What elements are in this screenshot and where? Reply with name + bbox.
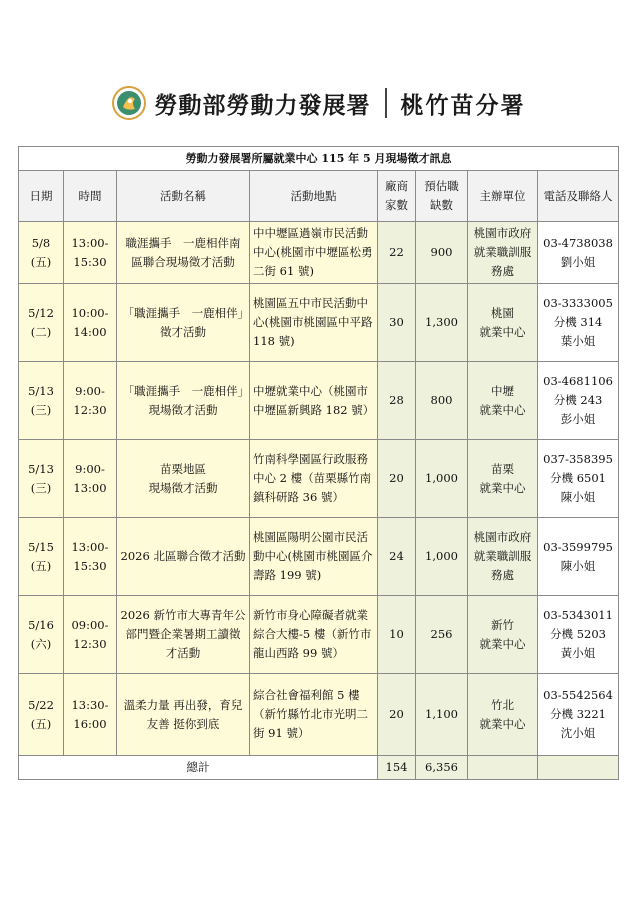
total-jobs: 6,356 [416, 756, 468, 780]
col-header-contact: 電話及聯絡人 [538, 171, 619, 222]
cell-activity-name: 「職涯攜手 一鹿相伴」現場徵才活動 [117, 362, 250, 440]
cell-date: 5/16 (六) [19, 596, 64, 674]
cell-activity-name: 溫柔力量 再出發，育兒友善 挺你到底 [117, 674, 250, 756]
cell-host: 中壢 就業中心 [468, 362, 538, 440]
org-name: 勞動部勞動力發展署 [154, 92, 371, 119]
cell-jobs: 1,100 [416, 674, 468, 756]
cell-place: 桃園區陽明公園市民活動中心(桃園市桃園區介壽路 199 號) [250, 518, 378, 596]
cell-place: 中中壢區過嶺市民活動中心(桃園市中壢區松勇二街 61 號) [250, 222, 378, 284]
cell-companies: 28 [378, 362, 416, 440]
total-label: 總計 [19, 756, 378, 780]
cell-date: 5/22 (五) [19, 674, 64, 756]
cell-contact: 03-4681106 分機 243 彭小姐 [538, 362, 619, 440]
cell-companies: 20 [378, 674, 416, 756]
cell-place: 竹南科學園區行政服務中心 2 樓（苗栗縣竹南鎮科研路 36 號） [250, 440, 378, 518]
table-row [19, 284, 619, 362]
cell-place: 綜合社會福利館 5 樓（新竹縣竹北市光明二街 91 號） [250, 674, 378, 756]
cell-companies: 10 [378, 596, 416, 674]
cell-contact: 03-3599795 陳小姐 [538, 518, 619, 596]
cell-date: 5/15 (五) [19, 518, 64, 596]
cell-time: 13:00- 15:30 [64, 518, 117, 596]
total-blank-contact [538, 756, 619, 780]
cell-activity-name: 苗栗地區 現場徵才活動 [117, 440, 250, 518]
cell-jobs: 1,300 [416, 284, 468, 362]
header-divider [385, 88, 387, 118]
cell-contact: 03-5542564 分機 3221 沈小姐 [538, 674, 619, 756]
cell-jobs: 900 [416, 222, 468, 284]
cell-jobs: 800 [416, 362, 468, 440]
cell-host: 竹北 就業中心 [468, 674, 538, 756]
table-row [19, 518, 619, 596]
cell-place: 新竹市身心障礙者就業綜合大樓-5 樓（新竹市龍山西路 99 號） [250, 596, 378, 674]
cell-companies: 24 [378, 518, 416, 596]
total-blank-host [468, 756, 538, 780]
table-row [19, 596, 619, 674]
cell-time: 10:00- 14:00 [64, 284, 117, 362]
cell-host: 桃園市政府就業職訓服務處 [468, 222, 538, 284]
cell-date: 5/8 (五) [19, 222, 64, 284]
table-title: 勞動力發展署所屬就業中心 115 年 5 月現場徵才訊息 [19, 147, 619, 171]
total-companies: 154 [378, 756, 416, 780]
col-header-host: 主辦單位 [468, 171, 538, 222]
cell-contact: 03-3333005 分機 314 葉小姐 [538, 284, 619, 362]
table-row [19, 222, 619, 284]
cell-activity-name: 2026 新竹市大專青年公部門暨企業暑期工讀徵才活動 [117, 596, 250, 674]
table-row [19, 362, 619, 440]
cell-contact: 037-358395 分機 6501 陳小姐 [538, 440, 619, 518]
cell-activity-name: 2026 北區聯合徵才活動 [117, 518, 250, 596]
cell-companies: 22 [378, 222, 416, 284]
cell-date: 5/13 (三) [19, 440, 64, 518]
cell-companies: 30 [378, 284, 416, 362]
cell-place: 中壢就業中心（桃園市中壢區新興路 182 號） [250, 362, 378, 440]
cell-date: 5/12 (二) [19, 284, 64, 362]
cell-time: 13:00- 15:30 [64, 222, 117, 284]
table-row [19, 440, 619, 518]
cell-host: 桃園市政府就業職訓服務處 [468, 518, 538, 596]
cell-date: 5/13 (三) [19, 362, 64, 440]
branch-name: 桃竹苗分署 [400, 92, 526, 119]
col-header-jobs: 預估職缺數 [416, 171, 468, 222]
cell-time: 13:30- 16:00 [64, 674, 117, 756]
cell-time: 09:00- 12:30 [64, 596, 117, 674]
total-row [19, 756, 619, 780]
col-header-time: 時間 [64, 171, 117, 222]
cell-companies: 20 [378, 440, 416, 518]
cell-time: 9:00- 12:30 [64, 362, 117, 440]
cell-jobs: 1,000 [416, 518, 468, 596]
col-header-name: 活動名稱 [117, 171, 250, 222]
cell-jobs: 256 [416, 596, 468, 674]
cell-jobs: 1,000 [416, 440, 468, 518]
agency-logo-icon [111, 85, 147, 121]
cell-activity-name: 「職涯攜手 一鹿相伴」徵才活動 [117, 284, 250, 362]
cell-place: 桃園區五中市民活動中心(桃園市桃園區中平路 118 號) [250, 284, 378, 362]
table-header-row [19, 171, 619, 222]
cell-contact: 03-4738038 劉小姐 [538, 222, 619, 284]
cell-time: 9:00- 13:00 [64, 440, 117, 518]
cell-host: 苗栗 就業中心 [468, 440, 538, 518]
col-header-place: 活動地點 [250, 171, 378, 222]
cell-host: 桃園 就業中心 [468, 284, 538, 362]
col-header-date: 日期 [19, 171, 64, 222]
cell-contact: 03-5343011 分機 5203 黃小姐 [538, 596, 619, 674]
col-header-companies: 廠商家數 [378, 171, 416, 222]
cell-host: 新竹 就業中心 [468, 596, 538, 674]
page-header [0, 72, 636, 134]
recruitment-table [18, 146, 619, 780]
table-row [19, 674, 619, 756]
cell-activity-name: 職涯攜手 一鹿相伴南區聯合現場徵才活動 [117, 222, 250, 284]
